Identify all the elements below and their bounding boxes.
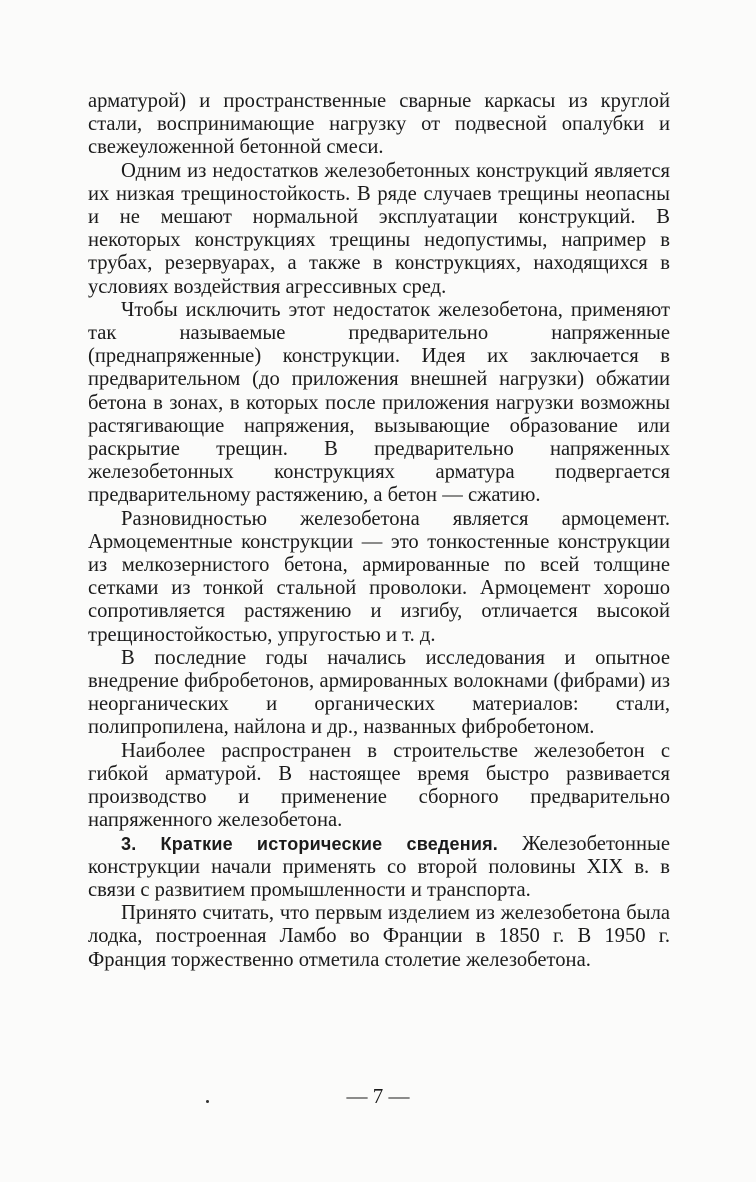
paragraph-crack-resistance: Одним из недостатков железобетонных конструкций является их низкая трещиностойкость. В ряде случаев трещины неопасны и не мешают нормальной эксплуатации конструкций. В некоторых конструкциях трещины недопустимы, например в трубах, резервуарах, а также в конструкциях, находящихся в условиях воздействия агрессивных сред. <box>88 159 670 298</box>
page-number: — 7 — <box>346 1084 410 1108</box>
paragraph-continuation: арматурой) и пространственные сварные каркасы из круглой стали, воспринимающие нагрузку от подвесной опалубки и свежеуложенной бетонной смеси. <box>88 90 670 159</box>
paragraph-history <box>88 833 670 903</box>
paragraph-first-product: Принято считать, что первым изделием из железобетона была лодка, построенная Ламбо во Франции в 1850 г. В 1950 г. Франция торжественно отметила столетие железобетона. <box>88 902 670 971</box>
page-text-block <box>88 90 670 972</box>
paragraph-prestressed: Чтобы исключить этот недостаток железобетона, применяют так называемые предварительно напряженные (преднапряженные) конструкции. Идея их заключается в предварительном (до приложения внешней нагрузки) обжатии бетона в зонах, в которых после приложения нагрузки возможны растягивающие напряжения, вызывающие образование или раскрытие трещин. В предварительно напряженных железобетонных конструкциях арматура подвергается предварительному растяжению, а бетон — сжатию. <box>88 298 670 507</box>
section-text: Железобетонные конструкции начали применять со второй половины XIX в. в связи с развитием промышленности и транспорта. <box>88 832 670 901</box>
paragraph-ferrocement: Разновидностью железобетона является армоцемент. Армоцементные конструкции — это тонкостенные конструкции из мелкозернистого бетона, армированные по всей толщине сетками из тонкой стальной проволоки. Армоцемент хорошо сопротивляется растяжению и изгибу, отличается высокой трещиностойкостью, упругостью и т. д. <box>88 507 670 646</box>
paragraph-flexible-reinforcement: Наиболее распространен в строительстве железобетон с гибкой арматурой. В настоящее время быстро развивается производство и применение сборного предварительно напряженного железобетона. <box>88 739 670 832</box>
paragraph-fiber-concrete: В последние годы начались исследования и опытное внедрение фибробетонов, армированных волокнами (фибрами) из неорганических и органических материалов: стали, полипропилена, найлона и др., названных фибробетоном. <box>88 646 670 739</box>
section-heading: 3. Краткие исторические сведения. <box>121 833 499 854</box>
